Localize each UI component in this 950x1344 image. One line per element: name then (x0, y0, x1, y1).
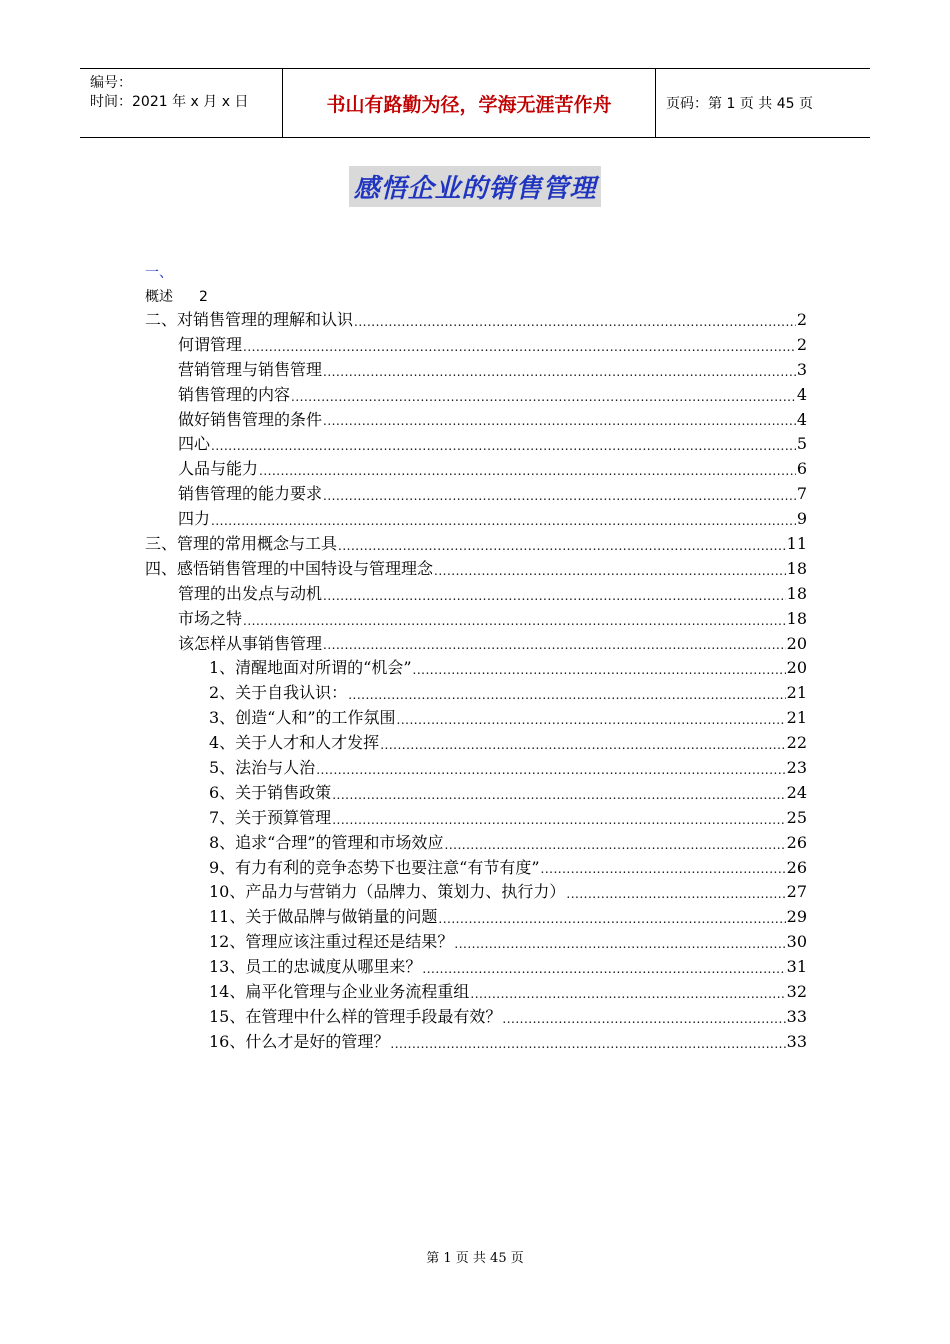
toc-entry-page: 33 (786, 1031, 807, 1051)
toc-leader-dots (332, 784, 785, 806)
toc-entry-text: 四心 (178, 434, 211, 454)
document-number-label: 编号： (90, 75, 132, 91)
toc-entry[interactable] (145, 656, 807, 681)
toc-entry[interactable] (145, 333, 807, 358)
toc-entry-page: 33 (786, 1006, 807, 1026)
toc-entry[interactable] (145, 557, 807, 582)
toc-entry[interactable] (145, 432, 807, 457)
toc-entry[interactable] (145, 806, 807, 831)
toc-entry[interactable] (145, 930, 807, 955)
toc-entry-page: 25 (786, 807, 807, 827)
header-meta-cell (80, 69, 282, 137)
toc-entry-page: 4 (796, 409, 807, 429)
table-of-contents (145, 308, 807, 1055)
toc-entry-text: 2、关于自我认识： (209, 683, 348, 703)
toc-entry-page: 7 (796, 484, 807, 504)
toc-entry[interactable] (145, 731, 807, 756)
toc-entry[interactable] (145, 582, 807, 607)
toc-entry-page: 3 (796, 359, 807, 379)
toc-leader-dots (413, 659, 786, 681)
toc-entry-page: 32 (786, 982, 807, 1002)
toc-entry-page: 20 (786, 633, 807, 653)
toc-entry-page: 2 (796, 334, 807, 354)
toc-entry[interactable] (145, 308, 807, 333)
toc-entry-text: 9、有力有利的竞争态势下也要注意“有节有度” (209, 857, 540, 877)
toc-entry-page: 26 (786, 857, 807, 877)
toc-entry-text: 16、什么才是好的管理？ (209, 1031, 390, 1051)
page-header-table (80, 68, 870, 138)
toc-entry[interactable] (145, 482, 807, 507)
toc-entry[interactable] (145, 358, 807, 383)
toc-leader-dots (323, 361, 796, 383)
toc-leader-dots (211, 510, 796, 532)
toc-leader-dots (434, 560, 786, 582)
toc-entry-page: 18 (786, 608, 807, 628)
toc-entry-page: 4 (796, 384, 807, 404)
document-title (0, 166, 950, 207)
toc-entry-page: 9 (796, 509, 807, 529)
toc-overview-page: 2 (199, 289, 208, 305)
toc-entry-text: 人品与能力 (178, 459, 259, 479)
document-title-text: 感悟企业的销售管理 (349, 166, 600, 207)
toc-entry-text: 1、清醒地面对所谓的“机会” (209, 658, 412, 678)
toc-overview-entry[interactable] (145, 286, 208, 306)
toc-entry-text: 3、创造“人和”的工作氛围 (209, 708, 396, 728)
toc-entry[interactable] (145, 706, 807, 731)
toc-leader-dots (259, 460, 796, 482)
toc-entry-text: 管理的出发点与动机 (178, 583, 323, 603)
toc-leader-dots (541, 858, 786, 880)
toc-leader-dots (348, 684, 785, 706)
toc-entry[interactable] (145, 383, 807, 408)
toc-entry[interactable] (145, 607, 807, 632)
toc-entry-text: 10、产品力与营销力（品牌力、策划力、执行力） (209, 882, 566, 902)
toc-leader-dots (502, 1008, 785, 1030)
toc-leader-dots (470, 983, 785, 1005)
toc-leader-dots (243, 336, 796, 358)
motto-text: 书山有路勤为径，学海无涯苦作舟 (326, 93, 612, 116)
toc-entry-page: 27 (786, 882, 807, 902)
toc-entry-page: 23 (786, 758, 807, 778)
toc-leader-dots (566, 883, 785, 905)
toc-entry-page: 29 (786, 907, 807, 927)
toc-entry-page: 18 (786, 583, 807, 603)
toc-leader-dots (397, 709, 786, 731)
toc-entry[interactable] (145, 831, 807, 856)
toc-leader-dots (243, 610, 786, 632)
header-motto-cell (282, 69, 656, 137)
toc-entry[interactable] (145, 532, 807, 557)
toc-entry-page: 18 (786, 558, 807, 578)
toc-entry[interactable] (145, 781, 807, 806)
page-footer: 第 1 页 共 45 页 (426, 1251, 524, 1266)
toc-entry[interactable] (145, 681, 807, 706)
toc-leader-dots (323, 485, 796, 507)
toc-entry-page: 31 (786, 957, 807, 977)
toc-entry-page: 21 (786, 708, 807, 728)
toc-entry-text: 何谓管理 (178, 334, 243, 354)
toc-leader-dots (291, 386, 796, 408)
toc-entry-text: 4、关于人才和人才发挥 (209, 733, 380, 753)
toc-entry-text: 12、管理应该注重过程还是结果？ (209, 932, 454, 952)
toc-leader-dots (390, 1033, 785, 1055)
toc-entry[interactable] (145, 408, 807, 433)
toc-entry[interactable] (145, 507, 807, 532)
toc-entry-page: 26 (786, 832, 807, 852)
toc-entry-text: 15、在管理中什么样的管理手段最有效？ (209, 1006, 502, 1026)
toc-leader-dots (323, 585, 786, 607)
toc-entry-text: 四力 (178, 509, 211, 529)
toc-entry[interactable] (145, 756, 807, 781)
toc-entry[interactable] (145, 980, 807, 1005)
toc-entry-page: 30 (786, 932, 807, 952)
toc-entry-text: 11、关于做品牌与做销量的问题 (209, 907, 438, 927)
toc-leader-dots (332, 809, 785, 831)
toc-entry-text: 该怎样从事销售管理 (178, 633, 323, 653)
header-page-cell (656, 69, 870, 137)
toc-entry[interactable] (145, 955, 807, 980)
toc-leader-dots (354, 311, 796, 333)
toc-entry[interactable] (145, 457, 807, 482)
toc-leader-dots (323, 410, 796, 432)
toc-entry[interactable] (145, 856, 807, 881)
toc-entry[interactable] (145, 1030, 807, 1055)
toc-entry-text: 三、管理的常用概念与工具 (145, 534, 338, 553)
toc-leader-dots (316, 759, 785, 781)
toc-entry[interactable] (145, 1005, 807, 1030)
toc-overview-label: 概述 (145, 289, 173, 305)
toc-entry-text: 销售管理的内容 (178, 384, 291, 404)
toc-leader-dots (323, 634, 786, 656)
toc-entry-page: 20 (786, 658, 807, 678)
toc-entry[interactable] (145, 905, 807, 930)
toc-entry-text: 5、法治与人治 (209, 758, 316, 778)
toc-entry-text: 销售管理的能力要求 (178, 484, 323, 504)
toc-entry-page: 6 (796, 459, 807, 479)
toc-entry-page: 5 (796, 434, 807, 454)
toc-leader-dots (438, 908, 785, 930)
toc-entry-text: 8、追求“合理”的管理和市场效应 (209, 832, 444, 852)
toc-entry-page: 21 (786, 683, 807, 703)
toc-entry-page: 2 (796, 309, 807, 329)
toc-leader-dots (380, 734, 785, 756)
toc-entry-text: 14、扁平化管理与企业业务流程重组 (209, 982, 470, 1002)
toc-entry-text: 做好销售管理的条件 (178, 409, 323, 429)
toc-entry-text: 市场之特 (178, 608, 243, 628)
toc-section-marker: 一、 (145, 265, 173, 281)
toc-entry-text: 四、感悟销售管理的中国特设与管理理念 (145, 558, 434, 578)
document-date-label: 时间：2021 年 x 月 x 日 (90, 94, 249, 110)
toc-entry-page: 11 (786, 534, 807, 553)
toc-leader-dots (211, 435, 796, 457)
toc-leader-dots (422, 958, 785, 980)
toc-leader-dots (454, 933, 785, 955)
toc-entry-page: 22 (786, 733, 807, 753)
toc-entry[interactable] (145, 880, 807, 905)
toc-entry-text: 6、关于销售政策 (209, 782, 332, 802)
toc-entry-text: 7、关于预算管理 (209, 807, 332, 827)
toc-leader-dots (445, 834, 786, 856)
toc-entry-text: 13、员工的忠诚度从哪里来？ (209, 957, 422, 977)
toc-entry-text: 营销管理与销售管理 (178, 359, 323, 379)
toc-entry[interactable] (145, 632, 807, 657)
toc-leader-dots (338, 535, 786, 557)
toc-entry-page: 24 (786, 782, 807, 802)
page-info-text: 页码：第 1 页 共 45 页 (666, 96, 813, 112)
toc-entry-text: 二、对销售管理的理解和认识 (145, 309, 354, 329)
